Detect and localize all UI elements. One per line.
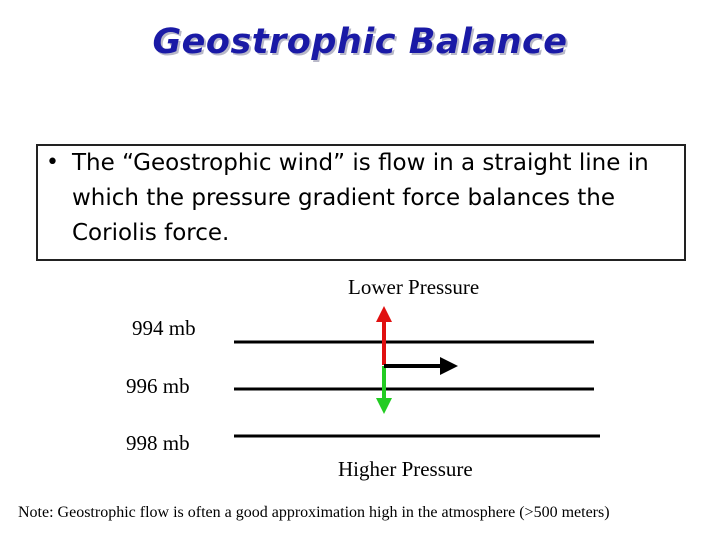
lower-pressure-label: Lower Pressure xyxy=(348,275,480,299)
isobar-label-998: 998 mb xyxy=(126,431,190,455)
higher-pressure-label: Higher Pressure xyxy=(338,457,473,481)
pressure-gradient-arrow xyxy=(376,306,392,365)
page-title: Geostrophic Balance xyxy=(152,22,568,62)
isobar-label-994: 994 mb xyxy=(132,316,196,340)
wind-arrow xyxy=(384,357,458,375)
bullet-marker: • xyxy=(46,150,59,175)
footnote: Note: Geostrophic flow is often a good approximation high in the atmosphere (>500 meters) xyxy=(18,504,610,521)
definition-text: The “Geostrophic wind” is flow in a straight line in which the pressure gradient force balances the Coriolis force. xyxy=(72,150,649,246)
isobar-label-996: 996 mb xyxy=(126,374,190,398)
